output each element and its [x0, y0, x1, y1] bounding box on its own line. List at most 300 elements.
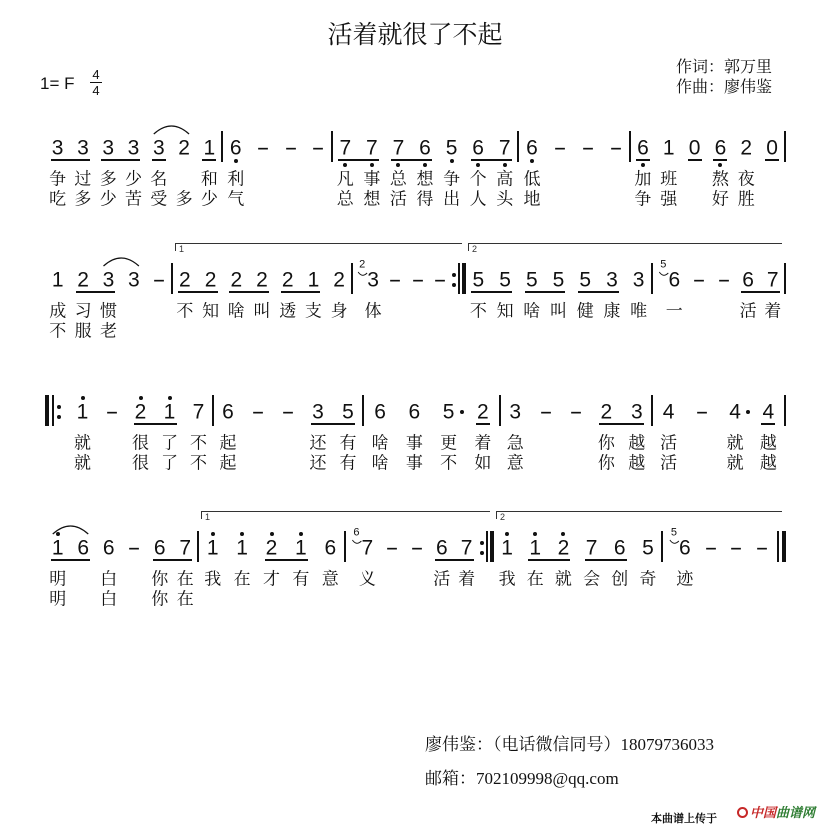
lyric-row-2: 如 — [474, 453, 492, 474]
barline — [212, 395, 213, 426]
note: 2 — [256, 268, 268, 292]
beam-underline — [229, 291, 269, 293]
lyric-row-1: 奇 — [639, 569, 657, 590]
repeat-dot — [452, 283, 456, 287]
lyric-row-1: 唯 — [630, 301, 648, 322]
lyric-row-1: 活 — [433, 569, 451, 590]
repeat-dot — [57, 415, 61, 419]
hold-dash: - — [538, 400, 553, 424]
lyric-row-1: 凡 — [336, 169, 354, 190]
octave-dot-above — [56, 532, 60, 536]
lyric-row-2: 少 — [200, 189, 218, 210]
barline — [784, 263, 785, 294]
note: 7 — [460, 536, 473, 560]
note: 6 — [714, 136, 727, 160]
slur — [104, 258, 139, 266]
note: 1 — [203, 136, 216, 160]
lyric-row-1: 在 — [176, 569, 194, 590]
grace-note: 2 — [359, 258, 366, 271]
volta-bracket-tick — [496, 511, 497, 519]
note: 7 — [361, 536, 374, 560]
note: 7 — [192, 400, 205, 424]
note: 3 — [127, 136, 140, 160]
site-logo — [737, 806, 815, 822]
octave-dot-above — [211, 532, 215, 536]
lyric-row-1: 意 — [321, 569, 339, 590]
note: 4 — [729, 400, 741, 424]
lyric-row-1: 康 — [603, 301, 621, 322]
lyric-row-1: 活 — [660, 433, 678, 454]
volta-bracket-tick — [468, 243, 469, 251]
lyric-row-1: 啥 — [523, 301, 541, 322]
lyric-row-1: 起 — [219, 433, 237, 454]
logo-text-part2: 曲谱网 — [776, 806, 816, 821]
lyric-row-1: 更 — [440, 433, 458, 454]
volta-bracket — [175, 243, 462, 244]
lyric-row-2: 好 — [711, 189, 729, 210]
lyric-row-1: 过 — [74, 169, 92, 190]
lyric-row-2: 争 — [634, 189, 652, 210]
lyric-row-1: 争 — [443, 169, 461, 190]
note: 3 — [509, 400, 522, 424]
beam-underline — [471, 291, 512, 293]
hold-dash: - — [609, 136, 623, 160]
note: 3 — [312, 400, 324, 424]
lyric-row-1: 多 — [99, 169, 117, 190]
lyric-row-1: 班 — [660, 169, 678, 190]
lyric-row-2: 啥 — [371, 453, 389, 474]
note: 4 — [762, 400, 775, 424]
octave-dot-below — [530, 159, 534, 163]
beam-underline — [713, 159, 727, 161]
lyric-row-2: 老 — [100, 321, 117, 342]
final-thick-bar — [782, 531, 786, 562]
lyric-row-1: 熬 — [711, 169, 729, 190]
note: 1 — [501, 536, 513, 560]
hold-dash: - — [553, 136, 567, 160]
note: 3 — [102, 136, 115, 160]
note: 1 — [529, 536, 542, 560]
hold-dash: - — [281, 400, 295, 424]
beam-underline — [688, 159, 702, 161]
lyric-row-2: 想 — [363, 189, 381, 210]
lyric-row-2: 多 — [175, 189, 193, 210]
lyric-row-1: 事 — [405, 433, 423, 454]
barline — [331, 131, 332, 162]
contact-email: 邮箱：702109998@qq.com — [425, 769, 619, 788]
repeat-dot — [480, 541, 484, 545]
barline — [362, 395, 363, 426]
final-thin-bar — [777, 531, 778, 562]
lyric-row-1: 有 — [292, 569, 310, 590]
lyric-row-1: 有 — [339, 433, 357, 454]
note: 2 — [204, 268, 217, 292]
lyric-row-1: 身 — [330, 301, 348, 322]
lyric-row-2: 人 — [469, 189, 487, 210]
beam-underline — [476, 423, 490, 425]
beam-underline — [178, 291, 218, 293]
lyric-row-2: 苦 — [125, 189, 142, 210]
lyric-row-1: 夜 — [737, 169, 755, 190]
grace-slur — [358, 272, 367, 275]
barline — [351, 263, 352, 294]
barline — [171, 263, 172, 294]
lyric-row-1: 健 — [576, 301, 594, 322]
beam-underline — [281, 291, 321, 293]
note: 5 — [552, 268, 565, 292]
lyric-row-2: 多 — [74, 189, 92, 210]
hold-dash: - — [410, 268, 425, 292]
lyric-row-1: 透 — [279, 301, 297, 322]
note: 5 — [579, 268, 592, 292]
note: 6 — [435, 536, 448, 560]
beam-underline — [599, 423, 643, 425]
note: 1 — [163, 400, 176, 424]
note: 2 — [333, 268, 345, 292]
octave-dot-above — [81, 396, 85, 400]
repeat-start-thin-bar — [52, 395, 53, 426]
lyric-row-2: 很 — [132, 453, 149, 474]
beam-underline — [51, 159, 90, 161]
lyric-row-1: 就 — [554, 569, 572, 590]
octave-dot-above — [139, 396, 143, 400]
lyric-row-1: 义 — [358, 569, 376, 590]
composer-credit: 作曲：廖伟鉴 — [676, 77, 773, 96]
note: 6 — [102, 536, 115, 560]
note: 2 — [281, 268, 294, 292]
lyric-row-1: 习 — [74, 301, 92, 322]
octave-dot-below — [396, 163, 400, 167]
beam-underline — [76, 291, 115, 293]
grace-note: 6 — [353, 526, 360, 539]
note: 6 — [679, 536, 691, 560]
time-signature-bottom: 4 — [92, 83, 100, 98]
logo-text-part1: 中国 — [750, 806, 777, 821]
lyric-row-2: 不 — [49, 321, 67, 342]
lyric-row-1: 你 — [151, 569, 169, 590]
note: 7 — [366, 136, 378, 160]
lyric-row-2: 了 — [161, 453, 178, 474]
beam-underline — [101, 159, 140, 161]
lyric-row-2: 越 — [628, 453, 646, 474]
lyric-row-1: 名 — [150, 169, 168, 190]
note: 1 — [206, 536, 219, 560]
lyric-row-2: 胜 — [737, 189, 755, 210]
barline — [784, 395, 785, 426]
note: 5 — [445, 136, 458, 160]
note: 4 — [662, 400, 675, 424]
lyric-row-1: 不 — [469, 301, 487, 322]
hold-dash: - — [729, 536, 744, 560]
grace-note: 5 — [670, 526, 677, 539]
lyric-row-2: 得 — [416, 189, 434, 210]
lyric-row-1: 少 — [125, 169, 142, 190]
lyric-row-1: 利 — [227, 169, 245, 190]
note: 3 — [152, 136, 165, 160]
lyric-row-1: 争 — [49, 169, 67, 190]
octave-dot-below — [641, 163, 645, 167]
lyric-row-1: 啥 — [371, 433, 389, 454]
octave-dot-above — [561, 532, 565, 536]
note: 6 — [408, 400, 421, 424]
note: 2 — [179, 268, 191, 292]
octave-dot-above — [299, 532, 303, 536]
lyric-row-2: 越 — [759, 453, 777, 474]
beam-underline — [765, 159, 779, 161]
volta-bracket — [496, 511, 782, 512]
hold-dash: - — [388, 268, 403, 292]
hold-dash: - — [569, 400, 583, 424]
octave-dot-below — [718, 163, 722, 167]
note: 2 — [265, 536, 278, 560]
lyric-row-1: 就 — [74, 433, 91, 454]
note: 3 — [77, 136, 89, 160]
lyric-row-1: 叫 — [550, 301, 567, 322]
note: 1 — [295, 536, 307, 560]
beam-underline — [153, 559, 193, 561]
volta-bracket — [201, 511, 490, 512]
octave-dot-above — [533, 532, 537, 536]
lyric-row-1: 白 — [100, 569, 118, 590]
note: 2 — [134, 400, 147, 424]
lyric-row-1: 了 — [161, 433, 178, 454]
note: 2 — [230, 268, 243, 292]
hold-dash: - — [410, 536, 424, 560]
note: 6 — [613, 536, 626, 560]
octave-dot-above — [505, 532, 509, 536]
lyric-row-1: 总 — [389, 169, 407, 190]
lyric-row-1: 创 — [611, 569, 629, 590]
beam-underline — [338, 159, 379, 161]
note: 3 — [606, 268, 618, 292]
note: 6 — [374, 400, 386, 424]
lyric-row-2: 受 — [150, 189, 168, 210]
augmentation-dot — [460, 410, 464, 414]
volta-bracket — [468, 243, 782, 244]
octave-dot-below — [476, 163, 480, 167]
note: 7 — [766, 268, 779, 292]
lyric-row-2: 你 — [597, 453, 615, 474]
song-title: 活着就很了不起 — [327, 20, 503, 49]
hold-dash: - — [433, 268, 447, 292]
beam-underline — [202, 159, 216, 161]
note: 5 — [525, 268, 538, 292]
contact-phone: 廖伟鉴：（电话微信同号）18079736033 — [425, 735, 714, 754]
lyric-row-1: 体 — [364, 301, 382, 322]
lyric-row-1: 着 — [458, 569, 476, 590]
note: 5 — [642, 536, 654, 560]
lyric-row-2: 你 — [151, 589, 169, 610]
lyric-row-1: 想 — [416, 169, 434, 190]
repeat-dot — [452, 273, 456, 277]
grace-note: 5 — [660, 258, 667, 271]
note: 2 — [557, 536, 570, 560]
beam-underline — [471, 159, 512, 161]
note: 7 — [498, 136, 511, 160]
note: 6 — [229, 136, 242, 160]
note: 7 — [392, 136, 405, 160]
lyric-row-1: 一 — [665, 301, 683, 322]
hold-dash: - — [284, 136, 298, 160]
lyric-row-1: 惯 — [100, 301, 117, 322]
lyric-row-1: 个 — [469, 169, 487, 190]
beam-underline — [578, 291, 619, 293]
beam-underline — [391, 159, 432, 161]
lyric-row-2: 还 — [309, 453, 327, 474]
lyric-row-1: 不 — [190, 433, 207, 454]
lyric-row-1: 高 — [496, 169, 514, 190]
barline — [221, 131, 222, 162]
volta-label: 1 — [179, 244, 185, 254]
note: 1 — [51, 268, 64, 292]
repeat-end-thick-bar — [462, 263, 466, 294]
note: 3 — [367, 268, 379, 292]
volta-label: 2 — [472, 244, 478, 254]
note: 2 — [77, 268, 89, 292]
barline — [629, 131, 630, 162]
hold-dash: - — [581, 136, 595, 160]
beam-underline — [525, 291, 566, 293]
note: 6 — [742, 268, 754, 292]
hold-dash: - — [104, 400, 119, 424]
beam-underline — [585, 559, 627, 561]
lyric-row-1: 低 — [523, 169, 541, 190]
note: 7 — [585, 536, 598, 560]
octave-dot-above — [270, 532, 274, 536]
lyric-row-2: 地 — [523, 189, 541, 210]
lyric-row-2: 就 — [74, 453, 91, 474]
hold-dash: - — [385, 536, 399, 560]
lyric-row-1: 啥 — [227, 301, 245, 322]
volta-bracket-tick — [201, 511, 202, 519]
volta-bracket-tick — [175, 243, 176, 251]
grace-slur — [659, 272, 668, 275]
note: 6 — [419, 136, 431, 160]
lyric-row-1: 在 — [233, 569, 251, 590]
note: 1 — [51, 536, 64, 560]
lyric-row-1: 你 — [597, 433, 615, 454]
lyric-row-2: 白 — [100, 589, 118, 610]
augmentation-dot — [746, 410, 750, 414]
note: 1 — [76, 400, 89, 424]
note: 5 — [499, 268, 511, 292]
lyric-row-2: 头 — [496, 189, 514, 210]
lyric-row-1: 就 — [726, 433, 744, 454]
barline — [784, 131, 785, 162]
barline — [651, 395, 652, 426]
note: 2 — [178, 136, 190, 160]
barline — [197, 531, 198, 562]
repeat-end-thin-bar — [458, 263, 459, 294]
note: 0 — [688, 136, 701, 160]
octave-dot-below — [423, 163, 427, 167]
lyric-row-1: 事 — [363, 169, 381, 190]
note: 5 — [472, 268, 485, 292]
beam-underline — [761, 423, 775, 425]
lyric-row-2: 意 — [506, 453, 524, 474]
lyric-row-1: 加 — [634, 169, 652, 190]
note: 6 — [324, 536, 337, 560]
lyric-row-1: 支 — [304, 301, 322, 322]
lyric-row-2: 强 — [660, 189, 678, 210]
octave-dot-below — [503, 163, 507, 167]
note: 1 — [307, 268, 320, 292]
lyric-row-1: 叫 — [253, 301, 271, 322]
octave-dot-above — [240, 532, 244, 536]
lyric-row-2: 总 — [336, 189, 354, 210]
lyric-row-1: 知 — [202, 301, 220, 322]
barline — [517, 131, 518, 162]
hold-dash: - — [695, 400, 709, 424]
hold-dash: - — [716, 268, 731, 292]
beam-underline — [134, 423, 177, 425]
lyric-row-1: 我 — [204, 569, 222, 590]
beam-underline — [265, 559, 308, 561]
note: 7 — [179, 536, 192, 560]
octave-dot-below — [370, 163, 374, 167]
lyric-row-1: 越 — [759, 433, 777, 454]
hold-dash: - — [311, 136, 325, 160]
barline — [661, 531, 662, 562]
lyric-row-1: 着 — [474, 433, 492, 454]
grace-slur — [670, 540, 679, 543]
lyric-row-1: 迹 — [676, 569, 694, 590]
note: 1 — [236, 536, 248, 560]
note: 7 — [339, 136, 352, 160]
lyric-row-1: 还 — [309, 433, 327, 454]
note: 0 — [766, 136, 778, 160]
lyric-row-2: 活 — [389, 189, 407, 210]
hold-dash: - — [251, 400, 265, 424]
note: 3 — [630, 400, 643, 424]
beam-underline — [435, 559, 474, 561]
lyric-row-1: 在 — [526, 569, 544, 590]
lyric-row-1: 越 — [628, 433, 646, 454]
repeat-dot — [57, 405, 61, 409]
note: 6 — [637, 136, 649, 160]
note: 1 — [662, 136, 675, 160]
lyric-row-1: 活 — [739, 301, 757, 322]
lyric-row-2: 不 — [190, 453, 207, 474]
note: 3 — [128, 268, 140, 292]
beam-underline — [311, 423, 355, 425]
lyric-row-2: 起 — [219, 453, 237, 474]
barline — [651, 263, 652, 294]
octave-dot-below — [450, 159, 454, 163]
volta-label: 1 — [205, 512, 211, 522]
lyric-row-1: 着 — [764, 301, 782, 322]
hold-dash: - — [152, 268, 166, 292]
lyric-row-2: 有 — [339, 453, 357, 474]
beam-underline — [51, 559, 91, 561]
lyric-row-2: 服 — [74, 321, 92, 342]
lyric-row-2: 在 — [176, 589, 194, 610]
note: 6 — [472, 136, 484, 160]
lyric-row-2: 不 — [440, 453, 458, 474]
beam-underline — [636, 159, 650, 161]
octave-dot-below — [343, 163, 347, 167]
lyric-row-2: 出 — [443, 189, 461, 210]
lyricist-credit: 作词：郭万里 — [676, 57, 773, 76]
lyric-row-2: 活 — [660, 453, 678, 474]
lyric-row-1: 会 — [583, 569, 601, 590]
lyric-row-1: 才 — [263, 569, 280, 590]
key-signature: 1= F — [40, 74, 75, 93]
note: 2 — [600, 400, 613, 424]
lyric-row-2: 事 — [405, 453, 423, 474]
beam-underline — [741, 291, 780, 293]
repeat-start-thick-bar — [45, 395, 49, 426]
